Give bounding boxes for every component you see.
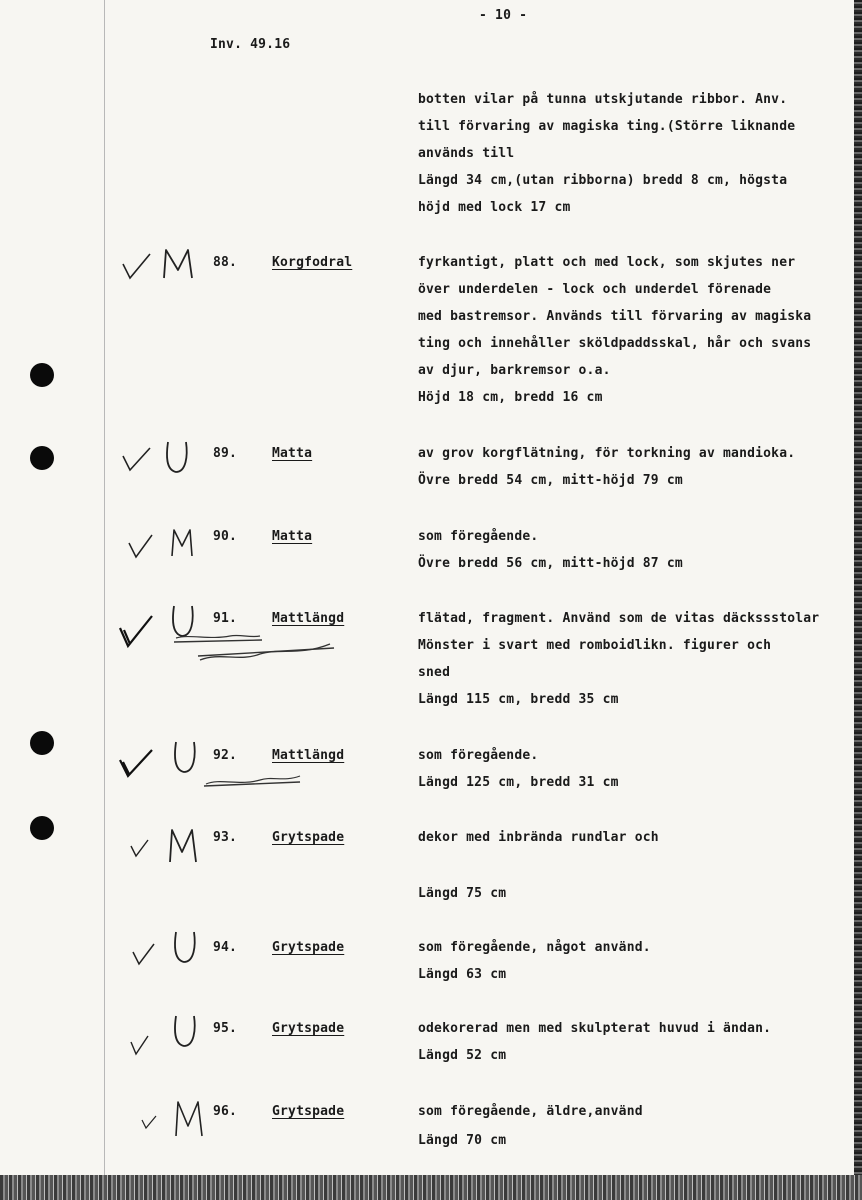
check-mark-icon (128, 838, 152, 862)
check-mark-icon (128, 1034, 152, 1060)
handwritten-mark (168, 526, 196, 562)
handwritten-mark (170, 740, 200, 780)
entry-number: 89. (213, 446, 238, 461)
continuation-line: höjd med lock 17 cm (418, 200, 571, 215)
crossed-out-handwriting (200, 772, 310, 798)
entry-description-line: av grov korgflätning, för torkning av mandioka. (418, 446, 796, 461)
handwritten-mark (160, 246, 196, 286)
entry-description-line: som föregående. (418, 748, 539, 763)
check-mark-icon (120, 252, 154, 284)
entry-number: 96. (213, 1104, 238, 1119)
entry-number: 95. (213, 1021, 238, 1036)
continuation-line: till förvaring av magiska ting.(Större liknande (418, 119, 796, 134)
punch-hole (30, 731, 54, 755)
punch-hole (30, 446, 54, 470)
entry-description-line: som föregående. (418, 529, 539, 544)
entry-name: Grytspade (272, 1104, 345, 1119)
entry-number: 93. (213, 830, 238, 845)
entry-description-line: Mönster i svart med romboidlikn. figurer och (418, 638, 772, 653)
handwritten-mark (166, 826, 200, 870)
scan-bottom-band (0, 1175, 862, 1200)
entry-name: Matta (272, 446, 313, 461)
entry-description-line: Längd 125 cm, bredd 31 cm (418, 775, 619, 790)
entry-description-line: fyrkantigt, platt och med lock, som skjutes ner (418, 255, 796, 270)
entry-description-line: med bastremsor. Används till förvaring av magiska (418, 309, 812, 324)
check-mark-icon (140, 1114, 158, 1134)
page-right-edge (854, 0, 862, 1200)
check-mark-icon (126, 533, 156, 563)
entry-name: Korgfodral (272, 255, 353, 270)
entry-number: 90. (213, 529, 238, 544)
check-mark-icon (120, 446, 154, 476)
handwritten-mark (170, 1014, 200, 1054)
entry-description-line: Längd 52 cm (418, 1048, 507, 1063)
inventory-number: Inv. 49.16 (210, 37, 291, 52)
handwritten-mark (170, 930, 200, 970)
entry-name: Mattlängd (272, 611, 345, 626)
entry-name: Grytspade (272, 1021, 345, 1036)
check-mark-icon (130, 942, 158, 970)
check-mark-icon (116, 748, 156, 782)
entry-description-line: sned (418, 665, 451, 680)
continuation-line: botten vilar på tunna utskjutande ribbor. Anv. (418, 92, 788, 107)
entry-number: 88. (213, 255, 238, 270)
entry-description-line: över underdelen - lock och underdel förenade (418, 282, 772, 297)
entry-description-line: Övre bredd 56 cm, mitt-höjd 87 cm (418, 556, 683, 571)
entry-description-line: Övre bredd 54 cm, mitt-höjd 79 cm (418, 473, 683, 488)
handwritten-mark (172, 1098, 206, 1142)
crossed-out-handwriting (170, 630, 340, 674)
entry-description-line: som föregående, äldre,använd (418, 1104, 643, 1119)
entry-description-line: Längd 63 cm (418, 967, 507, 982)
entry-description-line: av djur, barkremsor o.a. (418, 363, 611, 378)
check-mark-icon (116, 614, 156, 652)
entry-name: Grytspade (272, 830, 345, 845)
entry-description-line: odekorerad men med skulpterat huvud i ändan. (418, 1021, 772, 1036)
entry-description-line: Längd 70 cm (418, 1133, 507, 1148)
continuation-line: används till (418, 146, 515, 161)
punch-hole (30, 363, 54, 387)
entry-description-line: Längd 115 cm, bredd 35 cm (418, 692, 619, 707)
entry-description-line: flätad, fragment. Använd som de vitas däckssstolar (418, 611, 820, 626)
entry-description-line: ting och innehåller sköldpaddsskal, hår och svans (418, 336, 812, 351)
entry-description-line: Längd 75 cm (418, 886, 507, 901)
page-left-edge (104, 0, 105, 1175)
entry-number: 94. (213, 940, 238, 955)
entry-name: Grytspade (272, 940, 345, 955)
punch-hole (30, 816, 54, 840)
entry-name: Matta (272, 529, 313, 544)
handwritten-mark (162, 440, 192, 480)
entry-description-line: som föregående, något använd. (418, 940, 651, 955)
entry-number: 91. (213, 611, 238, 626)
entry-description-line: dekor med inbrända rundlar och (418, 830, 659, 845)
page-number: - 10 - (479, 8, 528, 23)
entry-description-line: Höjd 18 cm, bredd 16 cm (418, 390, 603, 405)
entry-number: 92. (213, 748, 238, 763)
continuation-line: Längd 34 cm,(utan ribborna) bredd 8 cm, högsta (418, 173, 788, 188)
entry-name: Mattlängd (272, 748, 345, 763)
